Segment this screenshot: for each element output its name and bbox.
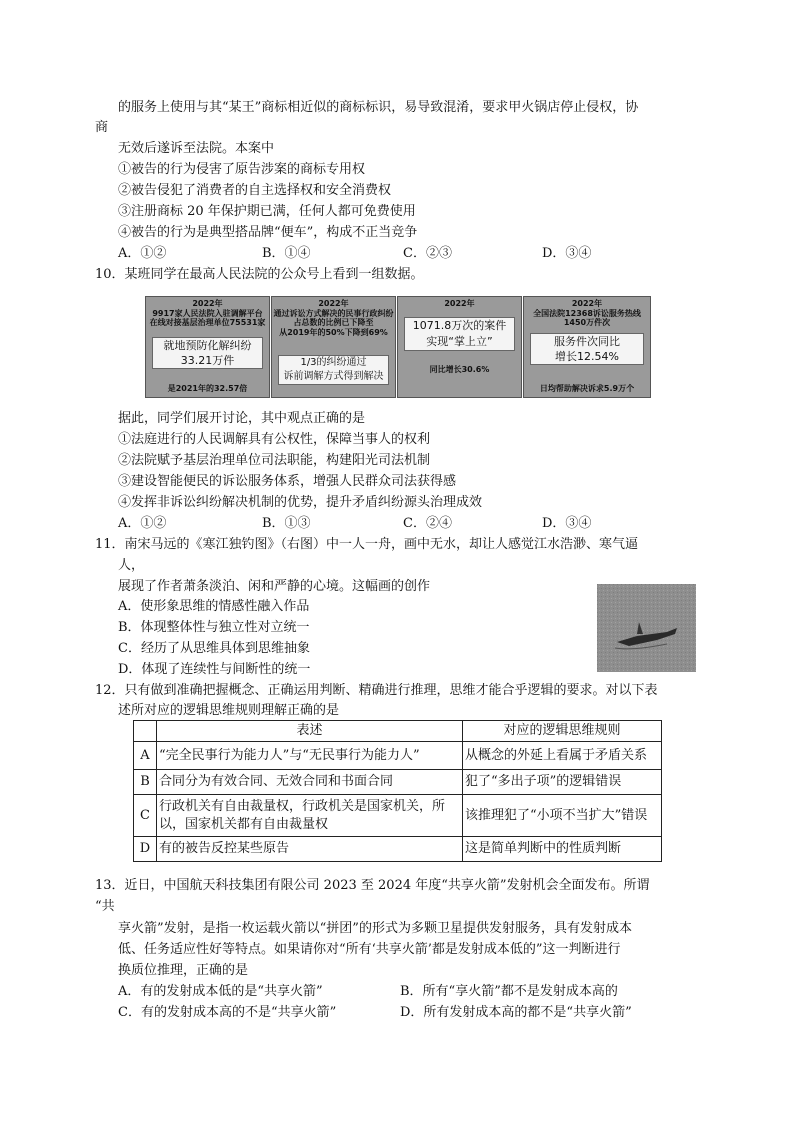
q10-item-4: ④发挥非诉讼纠纷解决机制的优势，提升矛盾纠纷源头治理成效 bbox=[118, 495, 483, 510]
q10-card-2-main: 1/3的纠纷通过 诉前调解方式得到解决 bbox=[278, 355, 389, 385]
row-key: D bbox=[134, 837, 157, 862]
q11-stem-line2: 展现了作者萧条淡泊、闲和严静的心境。这幅画的创作 bbox=[118, 579, 431, 594]
table-header-row bbox=[134, 721, 662, 742]
q10-card-4-foot: 日均帮助解决诉求5.9万个 bbox=[539, 384, 635, 393]
row-rule: 这是简单判断中的性质判断 bbox=[463, 837, 662, 862]
table-header-statement: 表述 bbox=[157, 721, 463, 742]
q10-card-2 bbox=[271, 296, 396, 398]
table-row bbox=[134, 742, 662, 770]
q10-card-2-head: 2022年 通过诉讼方式解决的民事行政纠纷 占总数的比例已下降至 从2019年的50%下降到69% bbox=[273, 299, 394, 337]
row-rule: 从概念的外延上看属于矛盾关系 bbox=[463, 742, 662, 770]
q10-card-4-head: 2022年 全国法院12368诉讼服务热线 1450万件次 bbox=[533, 299, 641, 327]
row-statement: “完全民事行为能力人”与“无民事行为能力人” bbox=[157, 742, 463, 770]
table-row bbox=[134, 795, 662, 837]
q13-option-a: A．有的发射成本低的是“共享火箭” bbox=[118, 984, 323, 999]
q10-option-d: D．③④ bbox=[542, 516, 592, 531]
q11-stem-line1b: 人， bbox=[118, 558, 145, 573]
q12-stem-line1: 12．只有做到准确把握概念、正确运用判断、精确进行推理，思维才能合乎逻辑的要求。对以下表 bbox=[95, 683, 658, 698]
q13-stem-line1: 13．近日，中国航天科技集团有限公司 2023 至 2024 年度“共享火箭”发射机会全面发布。所谓 bbox=[95, 878, 650, 893]
q13-option-c: C．有的发射成本高的不是“共享火箭” bbox=[118, 1005, 337, 1020]
q10-item-1: ①法庭进行的人民调解具有公权性，保障当事人的权利 bbox=[118, 432, 431, 447]
q9-cont-line1b: 商 bbox=[95, 120, 109, 135]
q11-option-b: B．体现整体性与独立性对立统一 bbox=[118, 620, 310, 635]
q10-item-2: ②法院赋予基层治理单位司法职能，构建阳光司法机制 bbox=[118, 453, 431, 468]
logic-rules-table bbox=[133, 720, 662, 862]
q9-cont-line2: 无效后遂诉至法院。本案中 bbox=[118, 141, 275, 156]
q10-card-3 bbox=[397, 296, 522, 398]
row-key: A bbox=[134, 742, 157, 770]
q9-option-d: D．③④ bbox=[542, 246, 592, 261]
q10-card-3-head: 2022年 bbox=[444, 299, 475, 308]
q13-stem-line1b: “共 bbox=[95, 899, 115, 914]
q11-stem-line1: 11．南宋马远的《寒江独钓图》（右图）中一人一舟，画中无水，却让人感觉江水浩渺、寒气逼 bbox=[95, 537, 639, 552]
q10-intro: 据此，同学们展开讨论，其中观点正确的是 bbox=[118, 411, 366, 426]
q12-stem-line2: 述所对应的逻辑思维规则理解正确的是 bbox=[118, 703, 340, 718]
q10-item-3: ③建设智能便民的诉讼服务体系，增强人民群众司法获得感 bbox=[118, 474, 457, 489]
table-row bbox=[134, 837, 662, 862]
q10-card-3-foot: 同比增长30.6% bbox=[429, 365, 490, 374]
row-key: C bbox=[134, 795, 157, 837]
q11-option-a: A．使形象思维的情感性融入作品 bbox=[118, 599, 310, 614]
q9-option-b: B．①④ bbox=[262, 246, 311, 261]
table-header-key bbox=[134, 721, 157, 742]
q10-option-c: C．②④ bbox=[403, 516, 452, 531]
q13-option-b: B．所有“享火箭”都不是发射成本高的 bbox=[400, 984, 618, 999]
q10-card-1-main: 就地预防化解纠纷 33.21万件 bbox=[152, 337, 263, 369]
q9-item-1: ①被告的行为侵害了原告涉案的商标专用权 bbox=[118, 162, 366, 177]
fishing-boat-painting bbox=[597, 584, 696, 672]
q10-card-4 bbox=[523, 296, 651, 398]
q13-stem-line3: 低、任务适应性好等特点。如果请你对“所有‘共享火箭’都是发射成本低的”这一判断进行 bbox=[118, 942, 621, 957]
q13-option-d: D．所有发射成本高的都不是“共享火箭” bbox=[400, 1005, 632, 1020]
q9-option-a: A．①② bbox=[118, 246, 167, 261]
row-rule: 该推理犯了“小项不当扩大”错误 bbox=[463, 795, 662, 837]
painting-image bbox=[597, 584, 696, 672]
q10-card-3-main: 1071.8万次的案件 实现“掌上立” bbox=[404, 317, 515, 351]
row-rule: 犯了“多出子项”的逻辑错误 bbox=[463, 770, 662, 795]
q13-stem-line4: 换质位推理，正确的是 bbox=[118, 963, 249, 978]
q9-item-2: ②被告侵犯了消费者的自主选择权和安全消费权 bbox=[118, 183, 392, 198]
table-row bbox=[134, 770, 662, 795]
q9-cont-line1: 的服务上使用与其“某王”商标相近似的商标标识，易导致混淆，要求甲火锅店停止侵权，协 bbox=[118, 100, 639, 115]
row-statement: 有的被告反控某些原告 bbox=[157, 837, 463, 862]
row-statement: 行政机关有自由裁量权，行政机关是国家机关，所以，国家机关都有自由裁量权 bbox=[157, 795, 463, 837]
q10-stem: 10．某班同学在最高人民法院的公众号上看到一组数据。 bbox=[95, 267, 424, 282]
q9-item-3: ③注册商标 20 年保护期已满，任何人都可免费使用 bbox=[118, 204, 416, 219]
q9-item-4: ④被告的行为是典型搭品牌“便车”，构成不正当竞争 bbox=[118, 225, 418, 240]
q10-card-1-head: 2022年 9917家人民法院入驻调解平台 在线对接基层治理单位75531家 bbox=[149, 299, 266, 327]
q11-option-c: C．经历了从思维具体到思维抽象 bbox=[118, 641, 310, 656]
row-key: B bbox=[134, 770, 157, 795]
q13-stem-line2: 享火箭”发射，是指一枚运载火箭以“拼团”的形式为多颗卫星提供发射服务，具有发射成本 bbox=[118, 921, 632, 936]
q9-option-c: C．②③ bbox=[403, 246, 452, 261]
q11-option-d: D．体现了连续性与间断性的统一 bbox=[118, 662, 311, 677]
q10-option-a: A．①② bbox=[118, 516, 167, 531]
q10-card-4-main: 服务件次同比 增长12.54% bbox=[530, 333, 644, 365]
q10-card-1 bbox=[145, 296, 270, 398]
q10-option-b: B．①③ bbox=[262, 516, 311, 531]
q10-card-1-foot: 是2021年的32.57倍 bbox=[167, 384, 248, 393]
table-header-rule: 对应的逻辑思维规则 bbox=[463, 721, 662, 742]
row-statement: 合同分为有效合同、无效合同和书面合同 bbox=[157, 770, 463, 795]
